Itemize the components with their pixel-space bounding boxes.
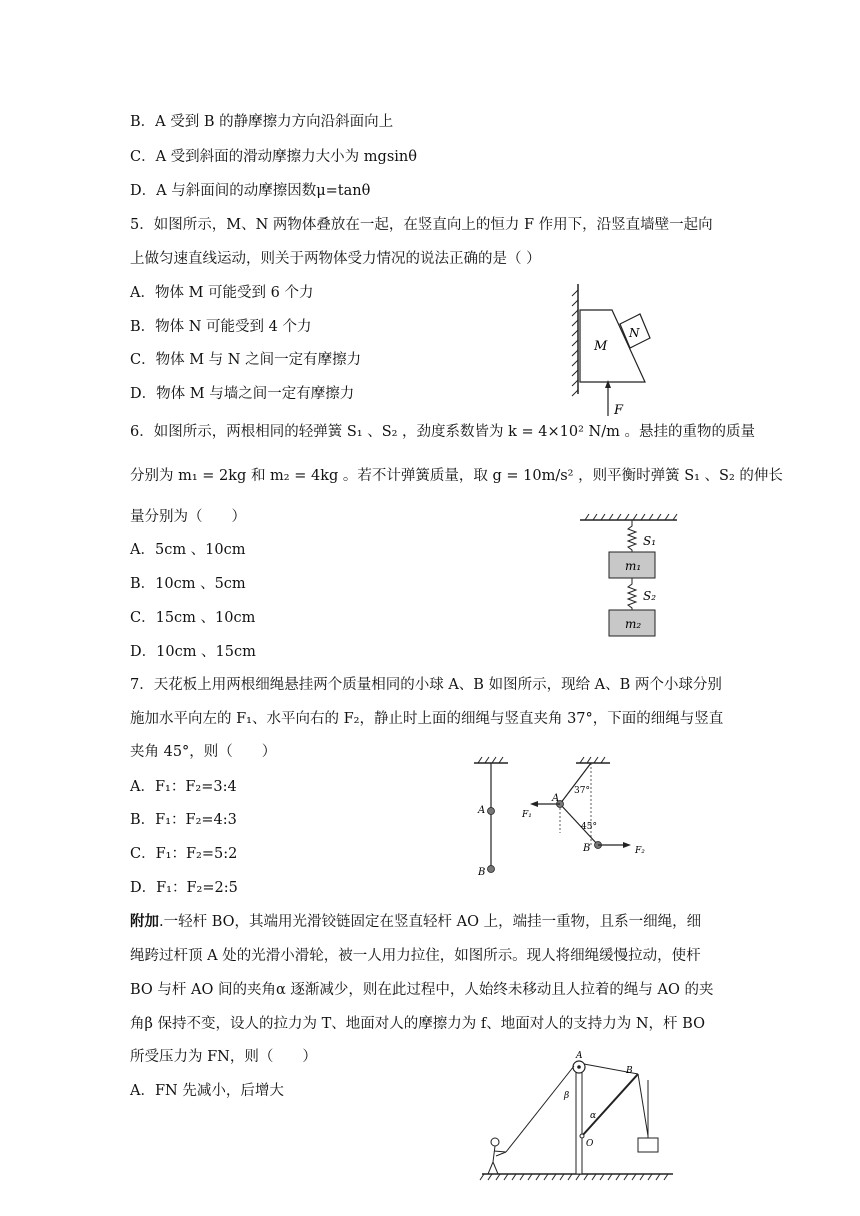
label-angle-37: 37° xyxy=(574,786,590,796)
q5-option-a: A．物体 M 可能受到 6 个力 xyxy=(130,285,314,301)
q7-option-a: A．F₁：F₂=3:4 xyxy=(130,779,237,795)
extra-stem-line-3: BO 与杆 AO 间的夹角α 逐渐减少，则在此过程中，人始终未移动且人拉着的绳与 AO 的夹 xyxy=(130,982,714,998)
extra-stem-line-1 xyxy=(130,912,701,932)
q7-stem-line-2: 施加水平向左的 F₁、水平向右的 F₂，静止时上面的细绳与竖直夹角 37°，下面的细绳与竖直 xyxy=(130,711,724,727)
q6-stem-line-2: 分别为 m₁ = 2kg 和 m₂ = 4kg 。若不计弹簧质量，取 g = 10m/s² ，则平衡时弹簧 S₁ 、S₂ 的伸长 xyxy=(130,468,783,484)
q7-stem-line-3: 夹角 45°，则（ ） xyxy=(130,744,277,760)
label-f2: F₂ xyxy=(635,846,645,856)
q7-option-c: C．F₁：F₂=5:2 xyxy=(130,846,238,862)
label-a: A xyxy=(552,793,560,804)
extra-heading: 附加 xyxy=(130,913,159,930)
label-f: F xyxy=(614,403,624,418)
q7-option-b: B．F₁：F₂=4:3 xyxy=(130,812,237,828)
q5-option-d: D．物体 M 与墙之间一定有摩擦力 xyxy=(130,386,355,402)
q5-option-c: C．物体 M 与 N 之间一定有摩擦力 xyxy=(130,352,362,368)
label-angle-45: 45° xyxy=(581,822,597,832)
extra-option-a: A．FN 先减小，后增大 xyxy=(130,1083,284,1099)
person-icon xyxy=(491,1138,499,1146)
q4-option-d: D．A 与斜面间的动摩擦因数μ=tanθ xyxy=(130,183,371,199)
extra-stem-line-2: 绳跨过杆顶 A 处的光滑小滑轮，被一人用力拉住，如图所示。现人将细绳缓慢拉动，使杆 xyxy=(130,948,701,964)
q5-figure xyxy=(560,282,670,422)
spring-s2 xyxy=(628,578,636,610)
label-f1: F₁ xyxy=(522,810,532,820)
q5-stem-line-1: 5．如图所示，M、N 两物体叠放在一起，在竖直向上的恒力 F 作用下，沿竖直墙壁一起向 xyxy=(130,217,713,233)
label-b-initial: B xyxy=(478,867,486,878)
label-n: N xyxy=(629,326,640,340)
q6-option-a: A．5cm 、10cm xyxy=(130,542,246,558)
label-b: B xyxy=(626,1066,633,1076)
label-alpha: α xyxy=(590,1111,597,1121)
rod-ao xyxy=(576,1068,582,1174)
label-a-initial: A xyxy=(478,805,486,816)
weight-box xyxy=(638,1138,658,1152)
q5-stem-line-2: 上做匀速直线运动，则关于两物体受力情况的说法正确的是（ ） xyxy=(130,251,541,267)
q6-figure xyxy=(575,512,685,642)
label-m2: m₂ xyxy=(625,617,642,631)
extra-figure xyxy=(478,1050,688,1180)
label-s1: S₁ xyxy=(643,534,657,548)
q7-option-d: D．F₁：F₂=2:5 xyxy=(130,880,238,896)
label-m: M xyxy=(594,339,608,354)
label-a: A xyxy=(576,1051,583,1061)
q7-figure xyxy=(470,755,670,880)
rope-to-person xyxy=(506,1066,574,1152)
q6-option-c: C．15cm 、10cm xyxy=(130,610,256,626)
q6-option-b: B．10cm 、5cm xyxy=(130,576,246,592)
label-o: O xyxy=(586,1139,594,1149)
label-s2: S₂ xyxy=(643,589,657,603)
q4-option-b: B．A 受到 B 的静摩擦力方向沿斜面向上 xyxy=(130,114,394,130)
q6-stem-line-3: 量分别为（ ） xyxy=(130,509,246,525)
q4-option-c: C．A 受到斜面的滑动摩擦力大小为 mgsinθ xyxy=(130,149,417,165)
extra-stem-line-1-text: .一轻杆 BO，其端用光滑铰链固定在竖直轻杆 AO 上，端挂一重物，且系一细绳，细 xyxy=(159,914,702,930)
label-beta: β xyxy=(564,1091,570,1101)
rod-bo xyxy=(582,1074,638,1136)
q6-stem-line-1: 6．如图所示，两根相同的轻弹簧 S₁ 、S₂ ，劲度系数皆为 k = 4×10² N/m 。悬挂的重物的质量 xyxy=(130,424,755,440)
extra-stem-line-4: 角β 保持不变，设人的拉力为 T、地面对人的摩擦力为 f、地面对人的支持力为 N，杆 BO xyxy=(130,1016,705,1032)
extra-stem-line-5: 所受压力为 FN，则（ ） xyxy=(130,1049,317,1065)
ball-a-initial xyxy=(488,808,495,815)
q5-option-b: B．物体 N 可能受到 4 个力 xyxy=(130,319,312,335)
q7-stem-line-1: 7．天花板上用两根细绳悬挂两个质量相同的小球 A、B 如图所示，现给 A、B 两个小球分别 xyxy=(130,677,722,693)
spring-s1 xyxy=(628,520,636,552)
label-m1: m₁ xyxy=(625,559,642,573)
label-b: B xyxy=(583,843,591,854)
ball-b-initial xyxy=(488,866,495,873)
q6-option-d: D．10cm 、15cm xyxy=(130,644,256,660)
